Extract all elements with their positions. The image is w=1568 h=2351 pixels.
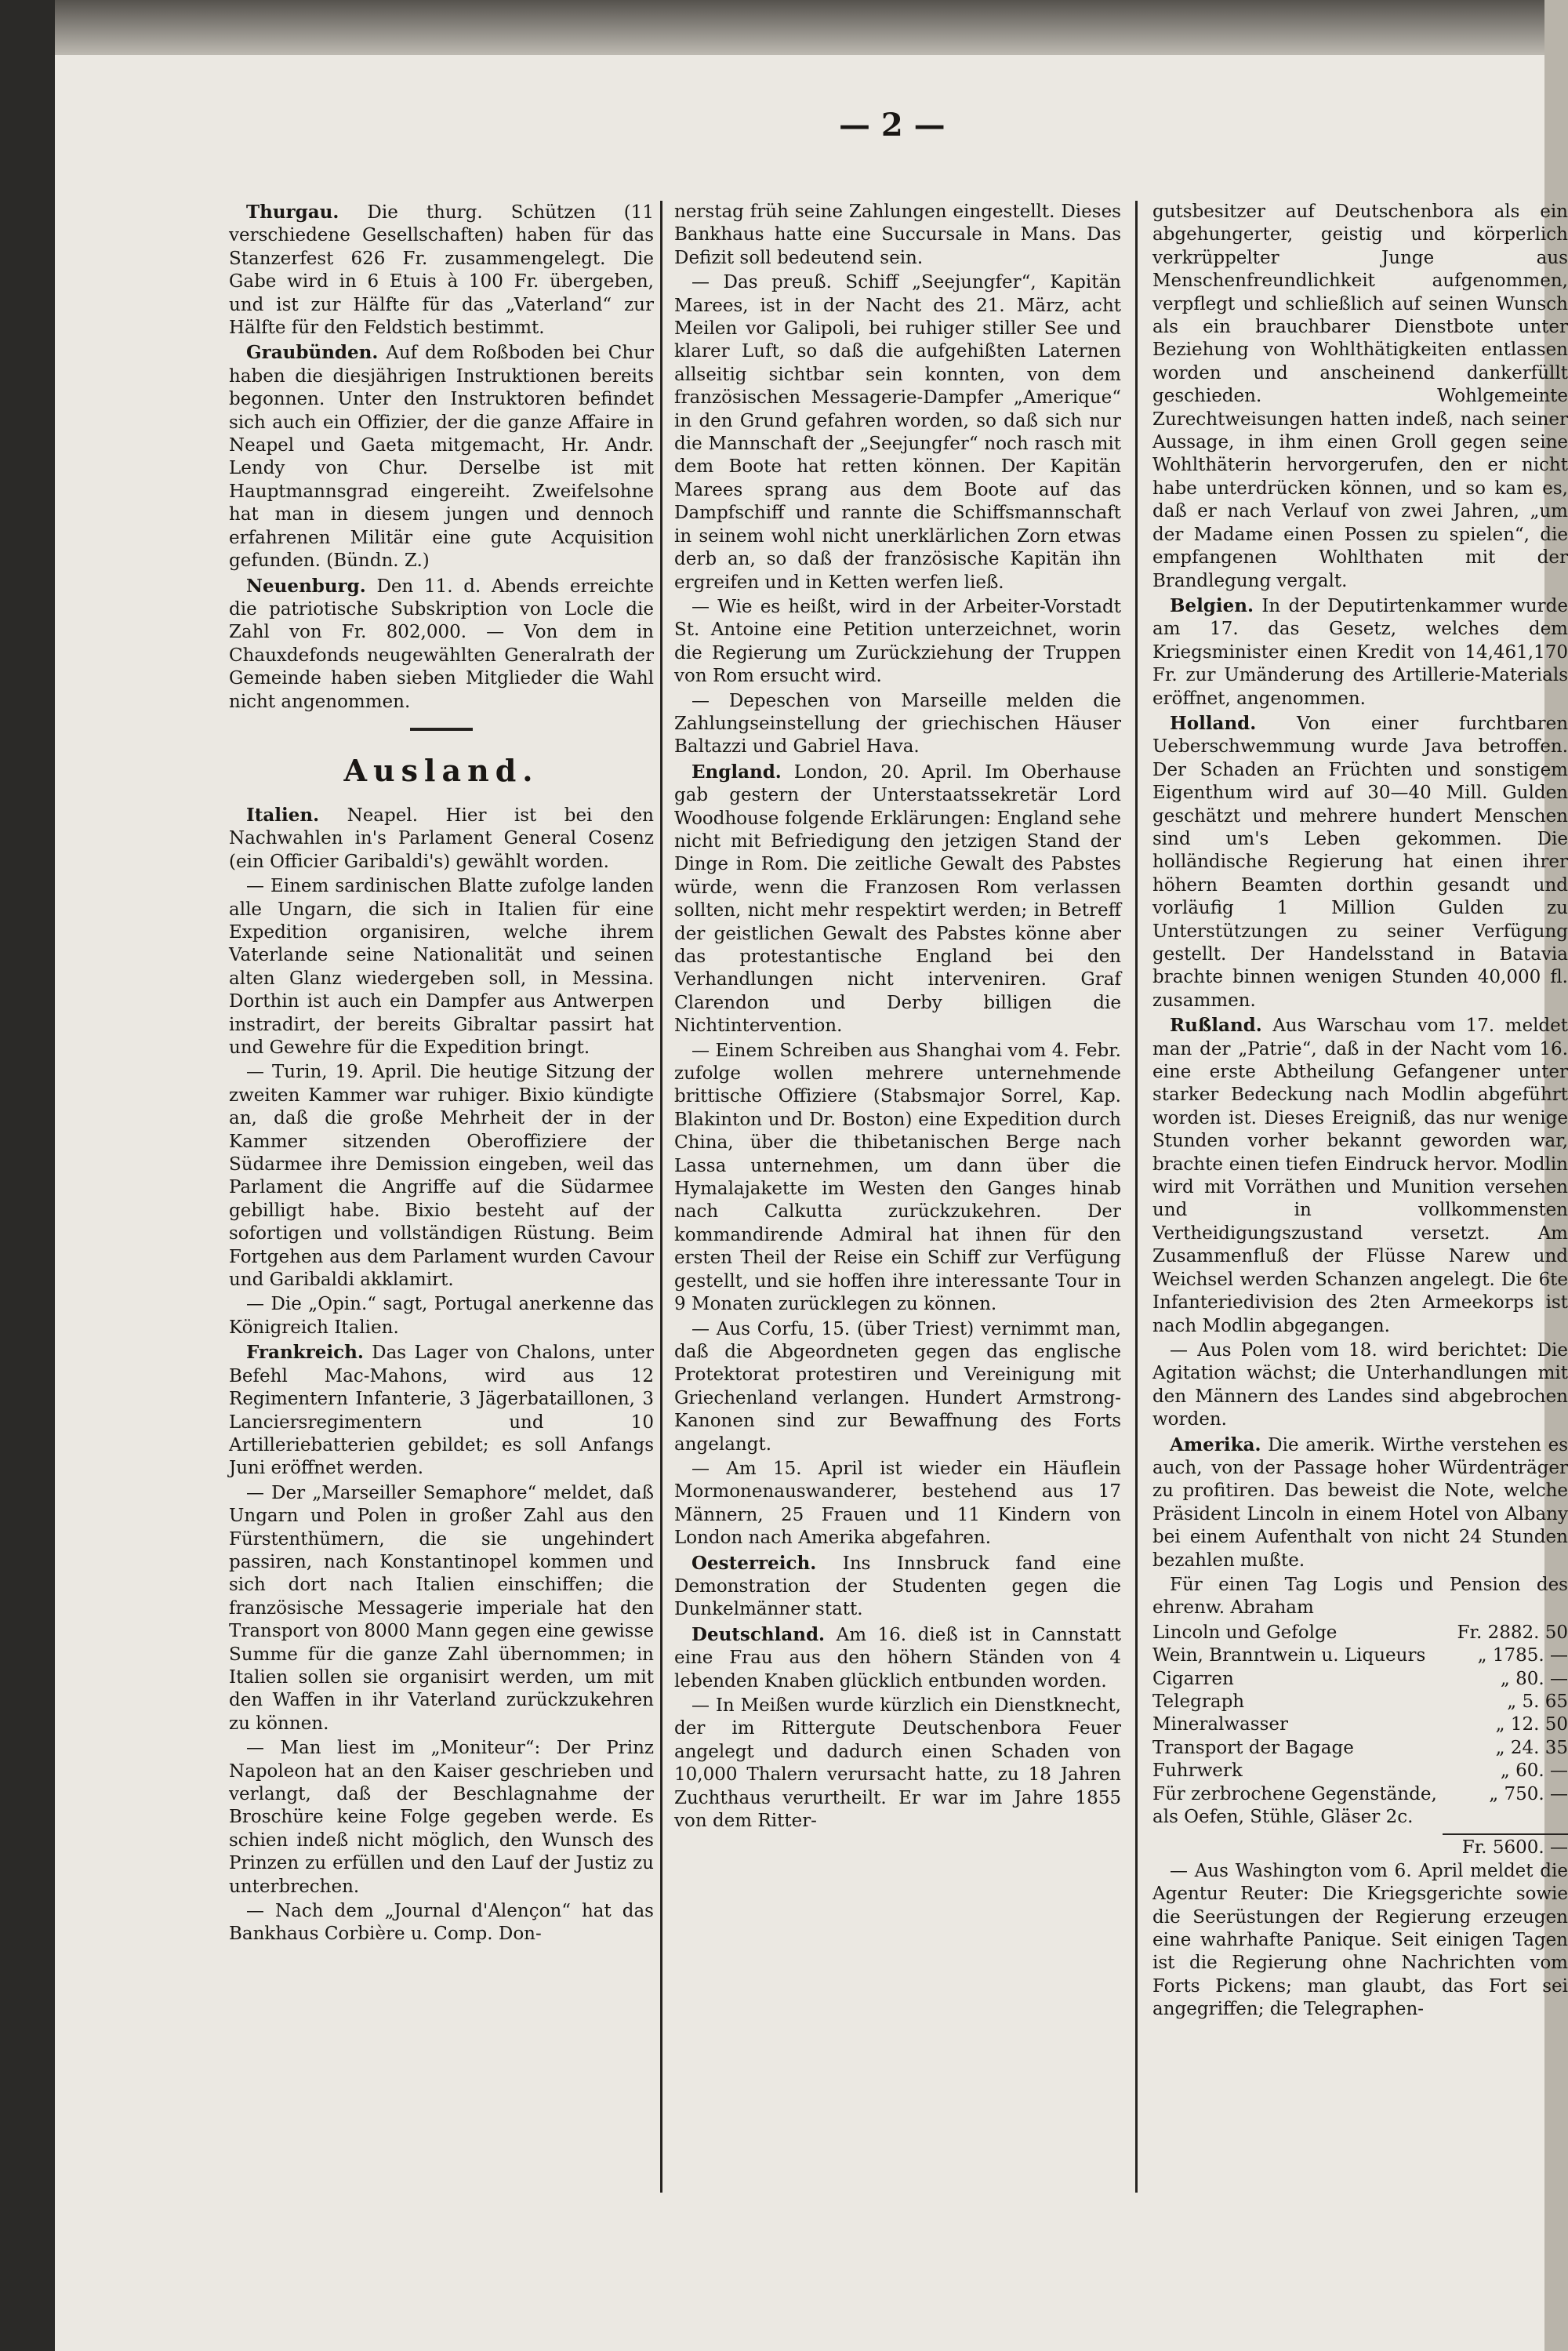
article-text: Auf dem Roßboden bei Chur haben die diesjährigen Instruktionen bereits begonnen. Unter den Instruktoren befindet sich auch ein Offizier, der die ganze Affaire in Neapel und Gaeta mitgemacht, Hr. Andr. Lendy von Chur. Derselbe ist mit Hauptmannsgrad eingereiht. Zweifelsohne hat man in diesem jungen und dennoch erfahrenen Militär eine gute Acquisition gefunden. (Bündn. Z.) — [229, 343, 655, 572]
article-heading: Deutschland. — [691, 1623, 826, 1645]
bill-item: Transport der Bagage — [1152, 1737, 1354, 1758]
bill-item: Cigarren — [1152, 1668, 1234, 1689]
bill-total-rule — [1443, 1833, 1568, 1835]
bill-item: Wein, Branntwein u. Liqueurs — [1152, 1645, 1426, 1666]
article-text: London, 20. April. Im Oberhause gab gestern der Unterstaatssekretär Lord Woodhouse folgende Erklärungen: England sehe nicht mit Befriedigung den jetzigen Stand der Dinge in Rom. Die zeitliche Gewalt des Pabstes würde, wenn die Franzosen Rom verlassen sollten, nicht mehr respektirt werden; in Betreff der geistlichen Gewalt des Pabstes könne aber das protestantische England bei den Verhandlungen nicht interveniren. Graf Clarendon und Derby billigen die Nichtintervention. — [674, 761, 1121, 1037]
article-russland — [1152, 1014, 1568, 1338]
bill-amount: „ 60. — — [1500, 1761, 1568, 1782]
article-heading: Neuenburg. — [246, 575, 366, 597]
article-text: Die thurg. Schützen (11 verschiedene Gesellschaften) haben für das Stanzerfest 626 Fr. zusammengelegt. Die Gabe wird in 6 Etuis à 100 Fr. übergeben, und ist zur Hälfte für das „Vaterland“ zur Hälfte für den Feldstich bestimmt. — [229, 202, 654, 339]
bill-row — [1152, 1737, 1568, 1760]
article-frankreich — [229, 1341, 654, 1480]
article-text: — Turin, 19. April. Die heutige Sitzung der zweiten Kammer war ruhiger. Bixio kündigte an, daß die große Mehrheit der in der Kammer sitzenden Oberoffiziere der Südarmee ihre Demission eingeben, weil das Parlament die Angriffe auf die Südarmee gebilligt habe. Bixio besteht auf der sofortigen und vollständigen Rüstung. Beim Fortgehen aus dem Parlament wurden Cavour und Garibaldi akklamirt. — [229, 1062, 654, 1291]
article-neuenburg — [229, 575, 654, 714]
newspaper-page — [55, 55, 1568, 2351]
article-heading: Rußland. — [1170, 1015, 1262, 1037]
article-text: — Am 15. April ist wieder ein Häuflein Mormonenauswanderer, bestehend aus 17 Männern, 25 Frauen und 11 Kindern von London nach Amerika abgefahren. — [674, 1458, 1121, 1549]
hotel-bill-body — [1152, 1622, 1568, 1830]
article-text: — Einem sardinischen Blatte zufolge landen alle Ungarn, die sich in Italien für eine Expedition organisiren, welche ihrem Vaterlande seine Nationalität und seinen alten Glanz wiedergeben soll, in Messina. Dorthin ist auch ein Dampfer aus Antwerpen instradirt, der bereits Gibraltar passirt hat und Gewehre für die Expedition bringt. — [229, 876, 654, 1058]
article-text: — In Meißen wurde kürzlich ein Dienstknecht, der im Rittergute Deutschenbora Feuer angelegt und dadurch einen Schaden von 10,000 Thalern verursacht hatte, zu 18 Jahren Zuchthaus verurtheilt. Er war im Jahre 1855 von dem Ritter- — [674, 1695, 1121, 1832]
article-text: — Nach dem „Journal d'Alençon“ hat das Bankhaus Corbière u. Comp. Don- — [229, 1901, 654, 1945]
bill-amount: „ 1785. — — [1477, 1645, 1568, 1666]
article-text: Von einer furchtbaren Ueberschwemmung wurde Java betroffen. Der Schaden an Früchten und sonstigem Eigenthum wird auf 30—40 Mill. Gulden geschätzt und mehrere hundert Menschen sind um's Leben gekommen. Die holländische Regierung hat einen ihrer höhern Beamten dorthin gesandt und vorläufig 1 Million Gulden zu Unterstützungen zu seiner Verfügung gestellt. Der Handelsstand in Batavia brachte binnen wenigen Stunden 40,000 fl. zusammen. — [1152, 713, 1568, 1011]
article-text: — Depeschen von Marseille melden die Zahlungseinstellung der griechischen Häuser Baltazzi und Gabriel Hava. — [674, 690, 1121, 758]
article-holland — [1152, 712, 1568, 1012]
article-deutschland — [674, 1623, 1121, 1693]
article-italien — [229, 804, 654, 874]
article-belgien — [1152, 594, 1568, 710]
bill-row — [1152, 1644, 1568, 1667]
article-heading: Frankreich. — [246, 1342, 364, 1364]
article-text: — Das preuß. Schiff „Seejungfer“, Kapitän Marees, ist in der Nacht des 21. März, acht Meilen vor Galipoli, bei ruhiger stiller See und klarer Luft, so daß die aufgehißten Laternen allseitig sichtbar sein konnten, von dem französischen Messagerie-Dampfer „Amerique“ in den Grund gefahren worden, so daß sich nur die Mannschaft der „Seejungfer“ noch rasch mit dem Boote hat retten können. Der Kapitän Marees sprang aus dem Boote auf das Dampfschiff und rannte die Schiffsmannschaft in seinem wohl nicht unerklärlichen Zorn etwas derb an, so daß der französische Kapitän ihn ergreifen und in Ketten werfen ließ. — [674, 272, 1121, 593]
bill-amount: „ 12. 50 — [1495, 1714, 1568, 1735]
article-text: — Aus Corfu, 15. (über Triest) vernimmt man, daß die Abgeordneten gegen das englische Protektorat protestiren und Vereinigung mit Griechenland verlangen. Hundert Armstrong-Kanonen sind zur Bewaffnung des Forts angelangt. — [674, 1318, 1121, 1455]
article-graubuenden — [229, 341, 654, 572]
section-divider — [410, 728, 473, 731]
bill-row — [1152, 1713, 1568, 1736]
bill-amount: „ 750. — — [1489, 1783, 1568, 1804]
article-text: — Aus Polen vom 18. wird berichtet: Die Agitation wächst; die Unterhandlungen mit den Männern des Landes sind abgebrochen worden. — [1152, 1339, 1568, 1430]
scan-edge-left — [0, 0, 55, 2351]
section-heading-ausland: Ausland. — [343, 752, 539, 788]
article-text: — Man liest im „Moniteur“: Der Prinz Napoleon hat an den Kaiser geschrieben und verlangt, daß der Beschlagnahme der Broschüre keine Folge gegeben werde. Es schien indeß nicht möglich, den Wunsch des Prinzen zu erfüllen und den Lauf der Justiz zu unterbrechen. — [229, 1738, 654, 1897]
page-number: — 2 — — [839, 107, 946, 144]
article-text: — Der „Marseiller Semaphore“ meldet, daß Ungarn und Polen in großer Zahl aus den Fürstenthümern, die sie ungehindert passiren, nach Konstantinopel kommen und sich dort nach Italien einschiffen; die französische Messagerie imperiale hat den Transport von 8000 Mann gegen eine gewisse Summe für die ganze Zahl übernommen; in Italien sollen sie organisirt werden, um mit den Waffen in ihr Vaterland zurückzukehren zu können. — [229, 1482, 654, 1734]
article-text: Das Lager von Chalons, unter Befehl Mac-Mahons, wird aus 12 Regimentern Infanterie, 3 Jägerbataillonen, 3 Lanciersregimentern und 10 Artilleriebatterien gebildet; es soll Anfangs Juni eröffnet werden. — [229, 1343, 655, 1479]
article-heading: Thurgau. — [246, 202, 339, 223]
article-text: Am 16. dieß ist in Cannstatt eine Frau aus den höhern Ständen von 4 lebenden Knaben glücklich entbunden worden. — [674, 1624, 1122, 1691]
article-england — [674, 761, 1121, 1038]
article-heading: England. — [691, 761, 782, 783]
bill-amount: „ 24. 35 — [1495, 1737, 1568, 1758]
article-amerika — [1152, 1433, 1568, 1572]
bill-amount: „ 5. 65 — [1507, 1691, 1568, 1712]
article-text: — Wie es heißt, wird in der Arbeiter-Vorstadt St. Antoine eine Petition unterzeichnet, worin die Regierung um Zurückziehung der Truppen von Rom ersucht wird. — [674, 596, 1121, 687]
column-2 — [674, 201, 1121, 1834]
bill-amount: „ 80. — — [1500, 1668, 1568, 1689]
bill-item: Telegraph — [1152, 1691, 1245, 1712]
article-text: — Einem Schreiben aus Shanghai vom 4. Febr. zufolge wollen mehrere unternehmende brittische Offiziere (Stabsmajor Sorrel, Kap. Blakinton und Dr. Boston) eine Expedition durch China, über die thibetanischen Berge nach Lassa unternehmen, um dann über die Hymalajakette im Westen den Ganges hinab nach Calkutta zurückzukehren. Der kommandirende Admiral hat ihnen für den ersten Theil der Reise ein Schiff zur Verfügung gestellt, und sie hoffen ihre interessante Tour in 9 Monaten zurücklegen zu können. — [674, 1040, 1121, 1315]
bill-amount: Fr. 2882. 50 — [1457, 1622, 1568, 1643]
bill-item: Mineralwasser — [1152, 1714, 1289, 1735]
article-text: Den 11. d. Abends erreichte die patriotische Subskription von Locle die Zahl von Fr. 802,000. — Von dem in Chauxdefonds neugewählten Generalrath der Gemeinde haben sieben Mitglieder die Wahl nicht angenommen. — [229, 576, 655, 712]
article-heading: Oesterreich. — [691, 1552, 817, 1574]
article-text: Ins Innsbruck fand eine Demonstration der Studenten gegen die Dunkelmänner statt. — [674, 1553, 1121, 1620]
column-3 — [1152, 201, 1568, 2023]
bill-intro: Für einen Tag Logis und Pension des ehrenw. Abraham — [1152, 1574, 1568, 1619]
hotel-bill-table — [1152, 1622, 1568, 1830]
column-rule-left — [660, 201, 662, 2193]
article-text: In der Deputirtenkammer wurde am 17. das Gesetz, welches dem Kriegsminister einen Kredit von 14,461,170 Fr. zur Umänderung des Artillerie-Materials eröffnet, angenommen. — [1152, 595, 1568, 709]
article-thurgau — [229, 201, 654, 340]
article-text: nerstag früh seine Zahlungen eingestellt. Dieses Bankhaus hatte eine Succursale in Mans. Das Defizit soll bedeutend sein. — [674, 202, 1121, 268]
bill-row — [1152, 1691, 1568, 1713]
article-oesterreich — [674, 1552, 1121, 1622]
bill-row — [1152, 1668, 1568, 1691]
bill-item: Fuhrwerk — [1152, 1761, 1243, 1782]
bill-row — [1152, 1783, 1568, 1830]
article-heading: Italien. — [246, 804, 320, 826]
bill-item: Für zerbrochene Gegenstände, als Oefen, Stühle, Gläser 2c. — [1152, 1783, 1437, 1828]
article-text: gutsbesitzer auf Deutschenbora als ein abgehungerter, geistig und körperlich verkrüppelter Junge aus Menschenfreundlichkeit aufgenommen, verpflegt und schließlich auf seinen Wunsch als ein brauchbarer Dienstbote unter Beziehung von Wohlthätigkeiten entlassen worden und anscheinend dankerfüllt geschieden. Wohlgemeinte Zurechtweisungen hatten indeß, nach seiner Aussage, in ihm einen Groll gegen seine Wohlthäterin hervorgerufen, den er nicht habe unterdrücken können, und so kam es, daß er nach Verlauf von zwei Jahren, „um der Madame einen Possen zu spielen“, die empfangenen Wohlthaten mit der Brandlegung vergalt. — [1152, 202, 1568, 591]
bill-item: Lincoln und Gefolge — [1152, 1622, 1338, 1643]
bill-total: Fr. 5600. — — [1461, 1837, 1568, 1859]
article-text: Neapel. Hier ist bei den Nachwahlen in's Parlament General Cosenz (ein Officier Garibaldi's) gewählt worden. — [229, 805, 654, 872]
bill-row — [1152, 1760, 1568, 1782]
article-heading: Holland. — [1170, 712, 1257, 734]
article-heading: Amerika. — [1170, 1433, 1261, 1455]
column-rule-right — [1135, 201, 1138, 2193]
scan-edge-top — [0, 0, 1568, 55]
article-heading: Belgien. — [1170, 594, 1254, 616]
article-text: — Die „Opin.“ sagt, Portugal anerkenne das Königreich Italien. — [229, 1294, 654, 1338]
column-1 — [229, 201, 654, 1948]
bill-row — [1152, 1622, 1568, 1644]
article-text: — Aus Washington vom 6. April meldet die Agentur Reuter: Die Kriegsgerichte sowie die Seerüstungen der Regierung erzeugen eine wahrhafte Panique. Seit einigen Tagen ist die Regierung ohne Nachrichten vom Forts Pickens; man glaubt, das Fort sei angegriffen; die Telegraphen- — [1152, 1860, 1568, 2020]
article-text: Aus Warschau vom 17. meldet man der „Patrie“, daß in der Nacht vom 16. eine erste Abtheilung Gefangener unter starker Bedeckung nach Modlin abgeführt worden ist. Dieses Ereigniß, das nur wenige Stunden vorher bekannt geworden war, brachte einen tiefen Eindruck hervor. Modlin wird mit Vorräthen und Munition versehen und in vollkommensten Vertheidigungszustand versetzt. Am Zusammenfluß der Flüsse Narew und Weichsel werden Schanzen angelegt. Die 6te Infanteriedivision des 2ten Armeekorps ist nach Modlin abgegangen. — [1152, 1016, 1568, 1336]
article-heading: Graubünden. — [246, 342, 379, 364]
article-text: Die amerik. Wirthe verstehen es auch, von der Passage hoher Würdenträger zu profitiren. Das beweist die Note, welche Präsident Lincoln in einem Hotel von Albany bei einem Aufenthalt von nicht 24 Stunden bezahlen mußte. — [1152, 1434, 1568, 1571]
